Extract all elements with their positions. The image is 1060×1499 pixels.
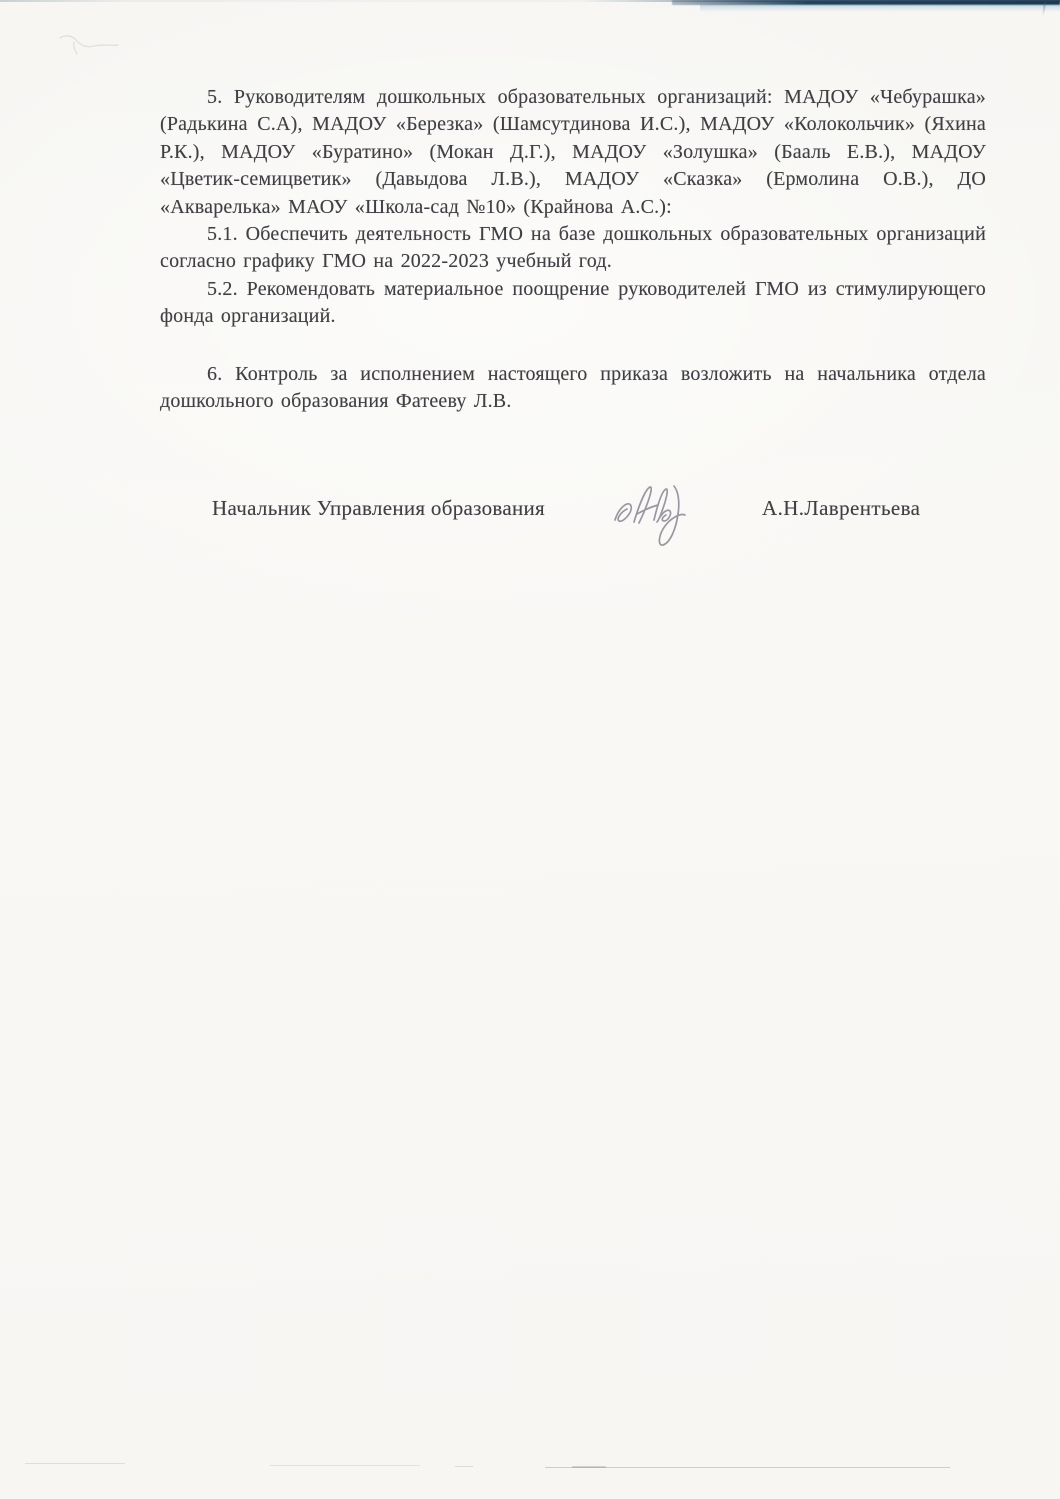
paragraph-5: 5. Руководителям дошкольных образовательных организаций: МАДОУ «Чебурашка» (Радькина С.А), МАДОУ «Березка» (Шамсутдинова И.С.), МАДОУ «Колокольчик» (Яхина Р.К.), МАДОУ «Буратино» (Мокан Д.Г.), МАДОУ «Золушка» (Бааль Е.В.), МАДОУ «Цветик-семицветик» (Давыдова Л.В.), МАДОУ «Сказка» (Ермолина О.В.), ДО «Акварелька» МАОУ «Школа-сад №10» (Крайнова А.С.): (160, 86, 986, 218)
scan-artifact-scratch-segment (455, 1466, 473, 1467)
scan-artifact-scratch-segment (25, 1463, 125, 1464)
scan-artifact-scratch-segment (572, 1466, 606, 1468)
signatory-title: Начальник Управления образования (212, 496, 545, 520)
document-body (160, 84, 986, 415)
signature-row (160, 478, 986, 558)
pencil-smudge-mark (52, 24, 162, 64)
paragraph-6: 6. Контроль за исполнением настоящего приказа возложить на начальника отдела дошкольного образования Фатееву Л.В. (160, 362, 986, 413)
paragraph-5-1: 5.1. Обеспечить деятельность ГМО на базе дошкольных образовательных организаций согласно графику ГМО на 2022-2023 учебный год. (160, 223, 986, 273)
scan-artifact-top-edge-glow (700, 4, 1060, 12)
signatory-name: А.Н.Лаврентьева (762, 496, 921, 520)
handwritten-signature (608, 476, 700, 558)
scan-artifact-scratch-segment (270, 1465, 420, 1466)
paragraph-5-2: 5.2. Рекомендовать материальное поощрение руководителей ГМО из стимулирующего фонда организаций. (160, 277, 986, 328)
